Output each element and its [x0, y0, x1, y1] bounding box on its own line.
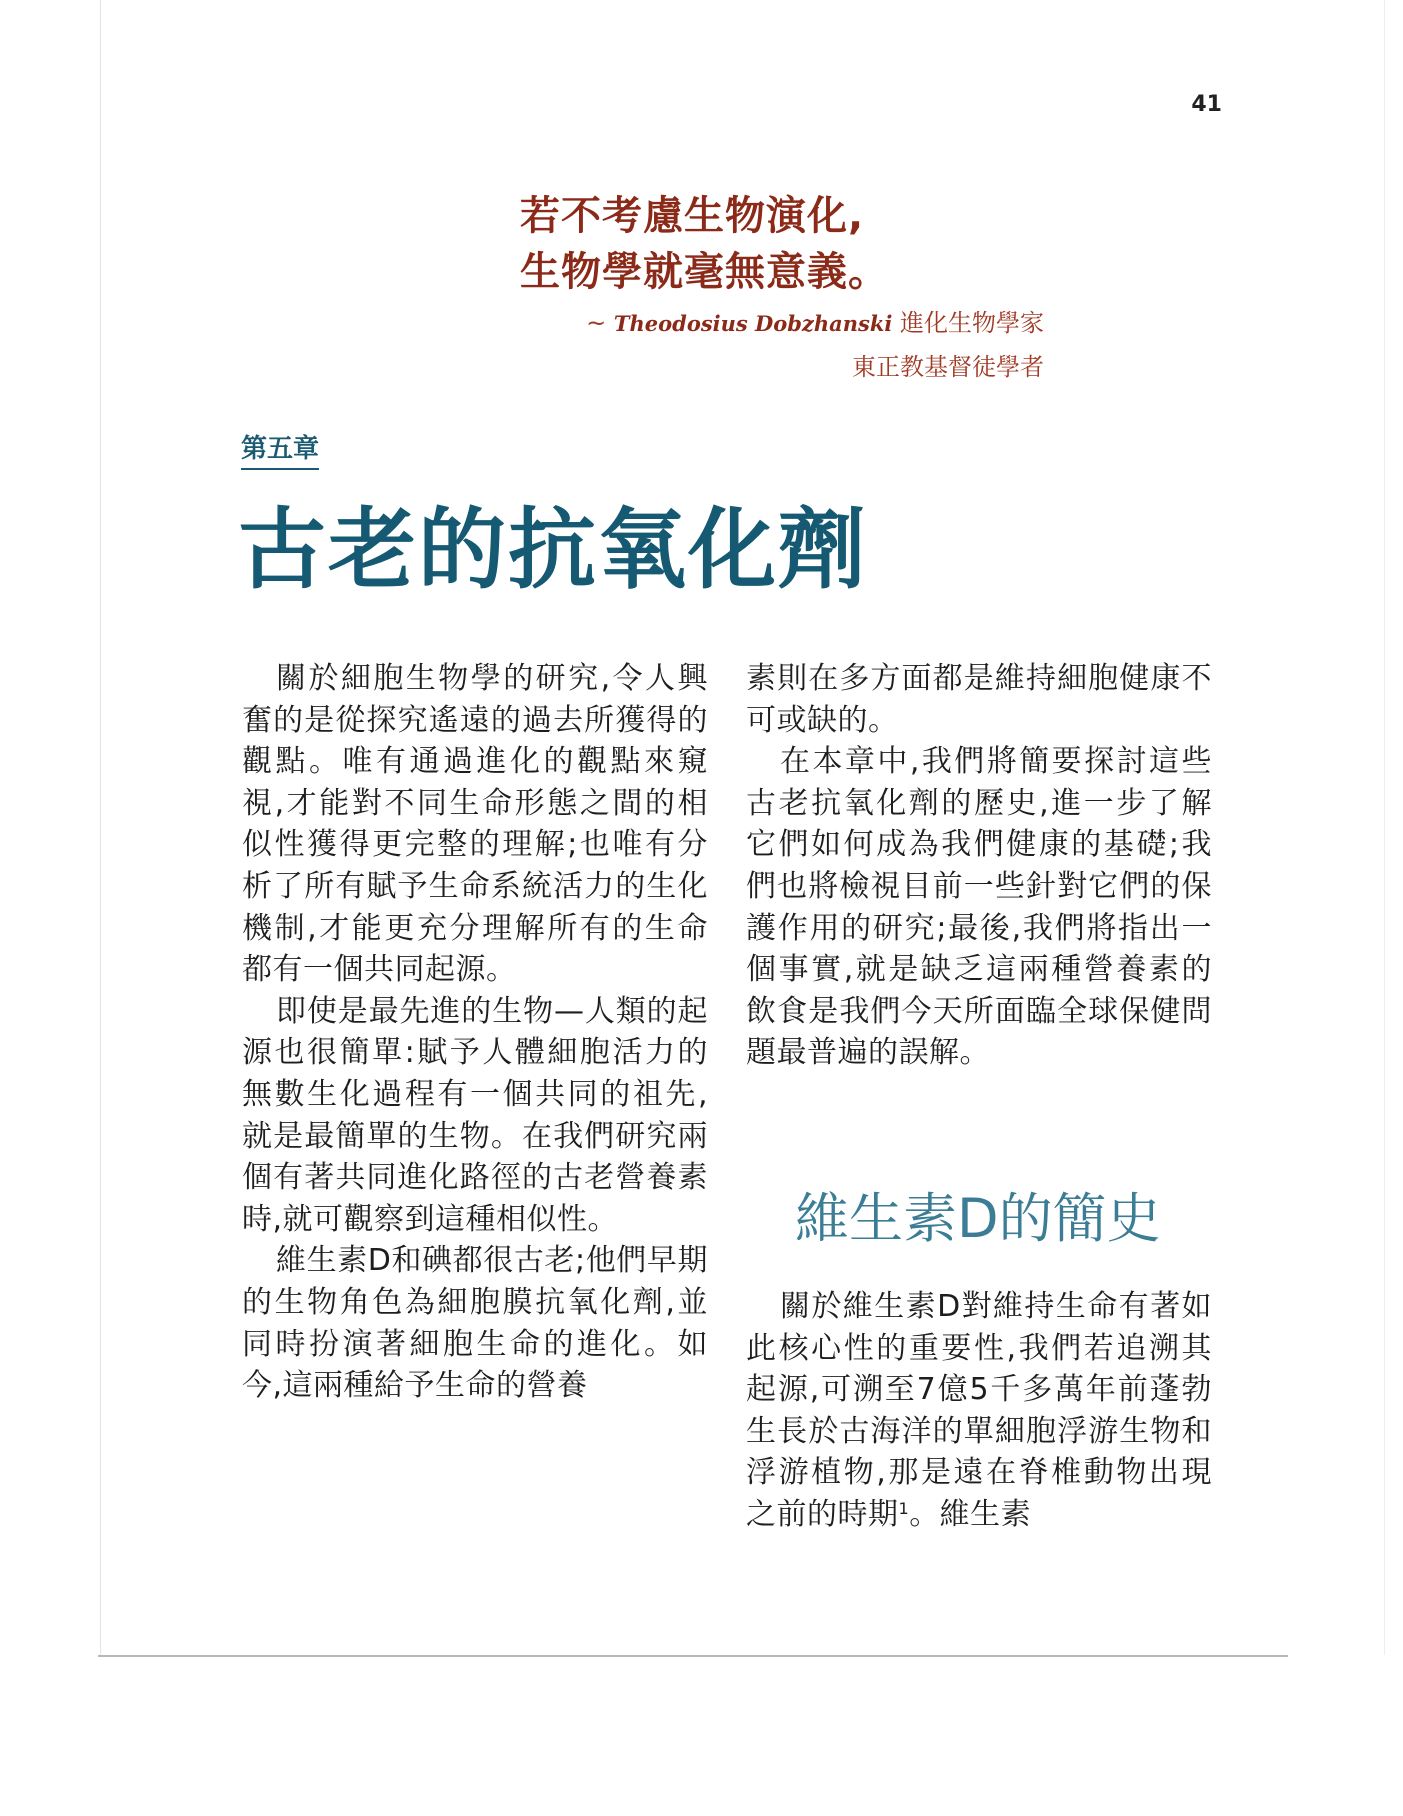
author-role-2: 東正教基督徒學者	[852, 353, 1044, 381]
epigraph-line-2: 生物學就毫無意義。	[520, 249, 889, 295]
section-heading: 維生素D的簡史	[795, 1187, 1161, 1250]
body-paragraph: 即使是最先進的生物—人類的起源也很簡單:賦予人體細胞活力的無數生化過程有一個共同的祖先,就是最簡單的生物。在我們研究兩個有著共同進化路徑的古老營養素時,就可觀察到這種相似性。	[242, 993, 708, 1237]
section-paragraph-text: 關於維生素D對維持生命有著如此核心性的重要性,我們若追溯其起源,可溯至7億5千多萬年前蓬勃生長於古海洋的單細胞浮游生物和浮游植物,那是遠在脊椎動物出現之前的時期	[746, 1289, 1212, 1532]
body-paragraph: 維生素D和碘都很古老;他們早期的生物角色為細胞膜抗氧化劑,並同時扮演著細胞生命的進化。如今,這兩種給予生命的營養	[242, 1243, 708, 1404]
epigraph-attribution	[560, 306, 1044, 341]
page-number: 41	[1191, 92, 1222, 117]
footnote-marker: 1	[898, 1498, 910, 1518]
body-paragraph: 關於細胞生物學的研究,令人興奮的是從探究遙遠的過去所獲得的觀點。唯有通過進化的觀點來窺視,才能對不同生命形態之間的相似性獲得更完整的理解;也唯有分析了所有賦予生命系統活力的生化機制,才能更充分理解所有的生命都有一個共同起源。	[242, 661, 708, 988]
chapter-label: 第五章	[241, 432, 319, 470]
attribution-prefix: ~	[586, 309, 614, 337]
author-role-1: 進化生物學家	[892, 309, 1044, 337]
body-paragraph: 在本章中,我們將簡要探討這些古老抗氧化劑的歷史,進一步了解它們如何成為我們健康的基礎;我們也將檢視目前一些針對它們的保護作用的研究;最後,我們將指出一個事實,就是缺乏這兩種營養素的飲食是我們今天所面臨全球保健問題最普遍的誤解。	[746, 744, 1212, 1071]
page-bottom-edge	[98, 1655, 1288, 1657]
body-right-column	[746, 658, 1212, 1074]
page-left-edge	[100, 0, 101, 1655]
body-left-column	[242, 658, 708, 1407]
epigraph-line-1: 若不考慮生物演化,	[520, 193, 865, 239]
page-right-edge	[1384, 0, 1385, 1655]
body-paragraph-continued: 素則在多方面都是維持細胞健康不可或缺的。	[746, 661, 1212, 738]
epigraph-author: Theodosius Dobzhanski	[613, 311, 893, 336]
epigraph-quote	[520, 188, 1050, 300]
section-paragraph-tail: 。維生素	[909, 1496, 1032, 1532]
section-body	[746, 1286, 1212, 1536]
chapter-title: 古老的抗氧化劑	[238, 498, 869, 601]
section-paragraph	[746, 1286, 1212, 1536]
